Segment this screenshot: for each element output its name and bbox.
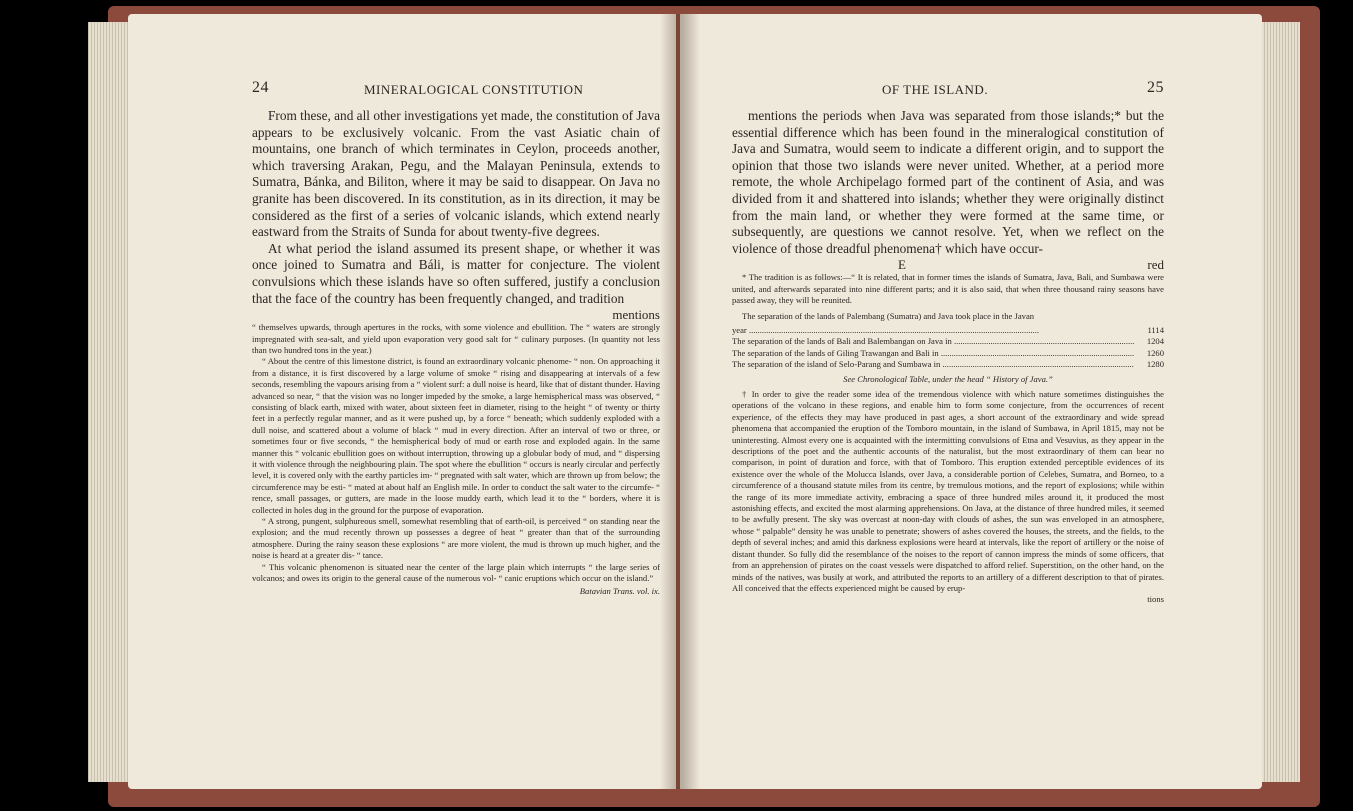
table-row: year ..... 1114 bbox=[732, 325, 1164, 336]
right-page bbox=[680, 14, 1262, 789]
page-edges-left bbox=[88, 22, 132, 782]
footnote-star: * The tradition is as follows:—“ It is related, that in former times the islands of Sumatra, Java, Bali, and Sumbawa were united, and afterwards separated into nine different parts; and it is also said, that when three thousand rainy seasons have passed away, they will be reunited. bbox=[732, 272, 1164, 306]
left-catchword: mentions bbox=[612, 307, 660, 323]
right-catchword: red bbox=[1147, 257, 1164, 273]
footnote-catchword: tions bbox=[1147, 594, 1164, 605]
table-row: The separation of the lands of Giling Trawangan and Bali in ..... 1260 bbox=[732, 348, 1164, 359]
quote-paragraph: “ A strong, pungent, sulphureous smell, somewhat resembling that of earth-oil, is perceived “ on standing near the explosion; and the mud recently thrown up possesses a degree of heat “ greater than that of the surrounding atmosphere. During the rainy season these explosions “ are more violent, the mud is thrown up much higher, and the noise is heard at a greater dis- “ tance. bbox=[252, 516, 660, 561]
quote-paragraph: “ This volcanic phenomenon is situated near the center of the large plain which interrupts “ the large series of volcanos; and owes its origin to the general cause of the numerous vol- “ canic eruptions which occur on the island.” bbox=[252, 561, 660, 584]
table-row: The separation of the lands of Bali and Balembangan on Java in ..... 1204 bbox=[732, 336, 1164, 347]
right-paragraph: mentions the periods when Java was separated from those islands;* but the essential difference which has been found in the mineralogical constitution of Java and Sumatra, would seem to indicate a different origin, and to support the opinion that those two islands were never united. Whether, at a period more remote, the whole Archipelago formed part of the continent of Asia, and was divided from it and shattered into islands; whether they were originally distinct from the main land, or whether they were formed at the same time, or subsequently, are questions we cannot resolve. Yet, when we reflect on the violence of those dreadful phenomena† which have occur- bbox=[732, 108, 1164, 256]
right-header bbox=[732, 79, 1164, 100]
left-body-text bbox=[252, 108, 660, 307]
left-paragraph: From these, and all other investigations yet made, the constitution of Java appears to be exclusively volcanic. From the vast Asiatic chain of mountains, one branch of which terminates in Ceylon, proceeds another, which traversing Arakan, Pegu, and the Malayan Peninsula, extends to Sumatra, Bánka, and Biliton, where it may be said to disappear. On Java no granite has been discovered. In its constitution, as in its direction, it may be considered as the first of a series of volcanic islands, which extend nearly eastward from the Straits of Sunda for about twenty-five degrees. bbox=[252, 108, 660, 240]
table-row: The separation of the island of Selo-Parang and Sumbawa in ..... 1280 bbox=[732, 359, 1164, 370]
quote-source: Batavian Trans. vol. ix. bbox=[579, 586, 660, 597]
left-page-number: 24 bbox=[252, 79, 269, 96]
right-body-text bbox=[732, 108, 1164, 257]
left-page bbox=[128, 14, 676, 789]
left-running-head: MINERALOGICAL CONSTITUTION bbox=[364, 82, 584, 97]
footnote-dagger: † In order to give the reader some idea of the tremendous violence with which nature sometimes distinguishes the operations of the volcano in these regions, and enable him to form some conjecture, from the occurrences of recent experience, of the effects they may have produced in past ages, a short account of the extraordinary and wide spread phenomena that accompanied the eruption of the Tomboro mountain, in the island of Sumbawa, in April 1815, may not be uninteresting. Almost every one is acquainted with the intermitting convulsions of Etna and Vesuvius, as they appear in the descriptions of the poet and the authentic accounts of the naturalist, but the most extraordinary of them can bear no comparison, in point of duration and force, with that of Tomboro. This eruption extended perceptible evidences of its existence over the whole of the Molucca Islands, over Java, a considerable portion of Celebes, Sumatra, and Borneo, to a circumference of a thousand statute miles from its centre, by tremulous motions, and the report of explosions; while within the range of its more immediate activity, embracing a space of three hundred miles around it, it produced the most astonishing effects, and excited the most alarming apprehensions. On Java, at the distance of three hundred miles, it seemed to be awfully present. The sky was overcast at noon-day with clouds of ashes, the sun was enveloped in an atmosphere, whose “ palpable” density he was unable to penetrate; showers of ashes covered the houses, the streets, and the fields, to the depth of several inches; and amid this darkness explosions were heard at intervals, like the report of artillery or the noise of distant thunder. So fully did the resemblance of the noises to the report of cannon impress the minds of some officers, that from an apprehension of pirates on the coast vessels were dispatched to afford relief. Superstition, on the other hand, on the minds of the natives, was busily at work, and attributed the reports to an artillery of a different description to that of pirates. All conceived that the effects experienced might be caused by erup- bbox=[732, 389, 1164, 593]
quote-paragraph: “ About the centre of this limestone district, is found an extraordinary volcanic phenome- “ non. On approaching it from a distance, it is first discovered by a large volume of smoke “ rising and disappearing at intervals of a few seconds, resembling the vapours arising from a “ violent surf: a dull noise is heard, like that of distant thunder. Having advanced so near, “ that the vision was no longer impeded by the smoke, a large hemispherical mass was observed, “ consisting of black earth, mixed with water, about sixteen feet in diameter, rising to the height “ of twenty or thirty feet in a perfectly regular manner, and as it were pushed up, by a force “ beneath; which suddenly exploded with a dull noise, and scattered about a volume of black “ mud in every direction. After an interval of two or three, or sometimes four or five seconds, “ the hemispherical body of mud or earth rose and exploded again. In the same manner this “ volcanic ebullition goes on without interruption, throwing up a globular body of mud, and “ dispersing it with violence through the neighbouring plain. The spot where the ebullition “ occurs is nearly circular and perfectly level, it is covered only with the earthy particles im- “ pregnated with salt water, which are thrown up from below; the circumference may be esti- “ mated at about half an English mile. In order to conduct the salt water to the circumfe- “ rence, small passages, or gutters, are made in the loose muddy earth, which lead it to the “ borders, where it is collected in holes dug in the ground for the purpose of evaporation. bbox=[252, 356, 660, 515]
signature-line bbox=[732, 257, 1164, 272]
right-running-head: OF THE ISLAND. bbox=[882, 82, 989, 97]
left-header bbox=[252, 79, 660, 100]
quote-paragraph: “ themselves upwards, through apertures in the rocks, with some violence and ebullition. The “ waters are strongly impregnated with sea-salt, and yield upon evaporation very good salt for “ culinary purposes. (In quantity not less than two hundred tons in the year.) bbox=[252, 322, 660, 355]
left-quote-block bbox=[252, 322, 660, 598]
right-footnotes bbox=[732, 272, 1164, 605]
separation-table bbox=[732, 325, 1164, 371]
left-paragraph: At what period the island assumed its present shape, or whether it was once joined to Sumatra and Báli, is matter for conjecture. The violent convulsions which these islands have so often suffered, justify a conclusion that the face of the country has been frequently changed, and tradition bbox=[252, 240, 660, 306]
table-source: See Chronological Table, under the head “ History of Java.” bbox=[843, 373, 1053, 384]
signature-mark: E bbox=[898, 257, 906, 273]
table-intro: The separation of the lands of Palembang (Sumatra) and Java took place in the Javan bbox=[742, 310, 1035, 321]
book-gutter bbox=[660, 14, 700, 789]
page-edges-right bbox=[1258, 22, 1300, 782]
right-page-number: 25 bbox=[1147, 79, 1164, 96]
